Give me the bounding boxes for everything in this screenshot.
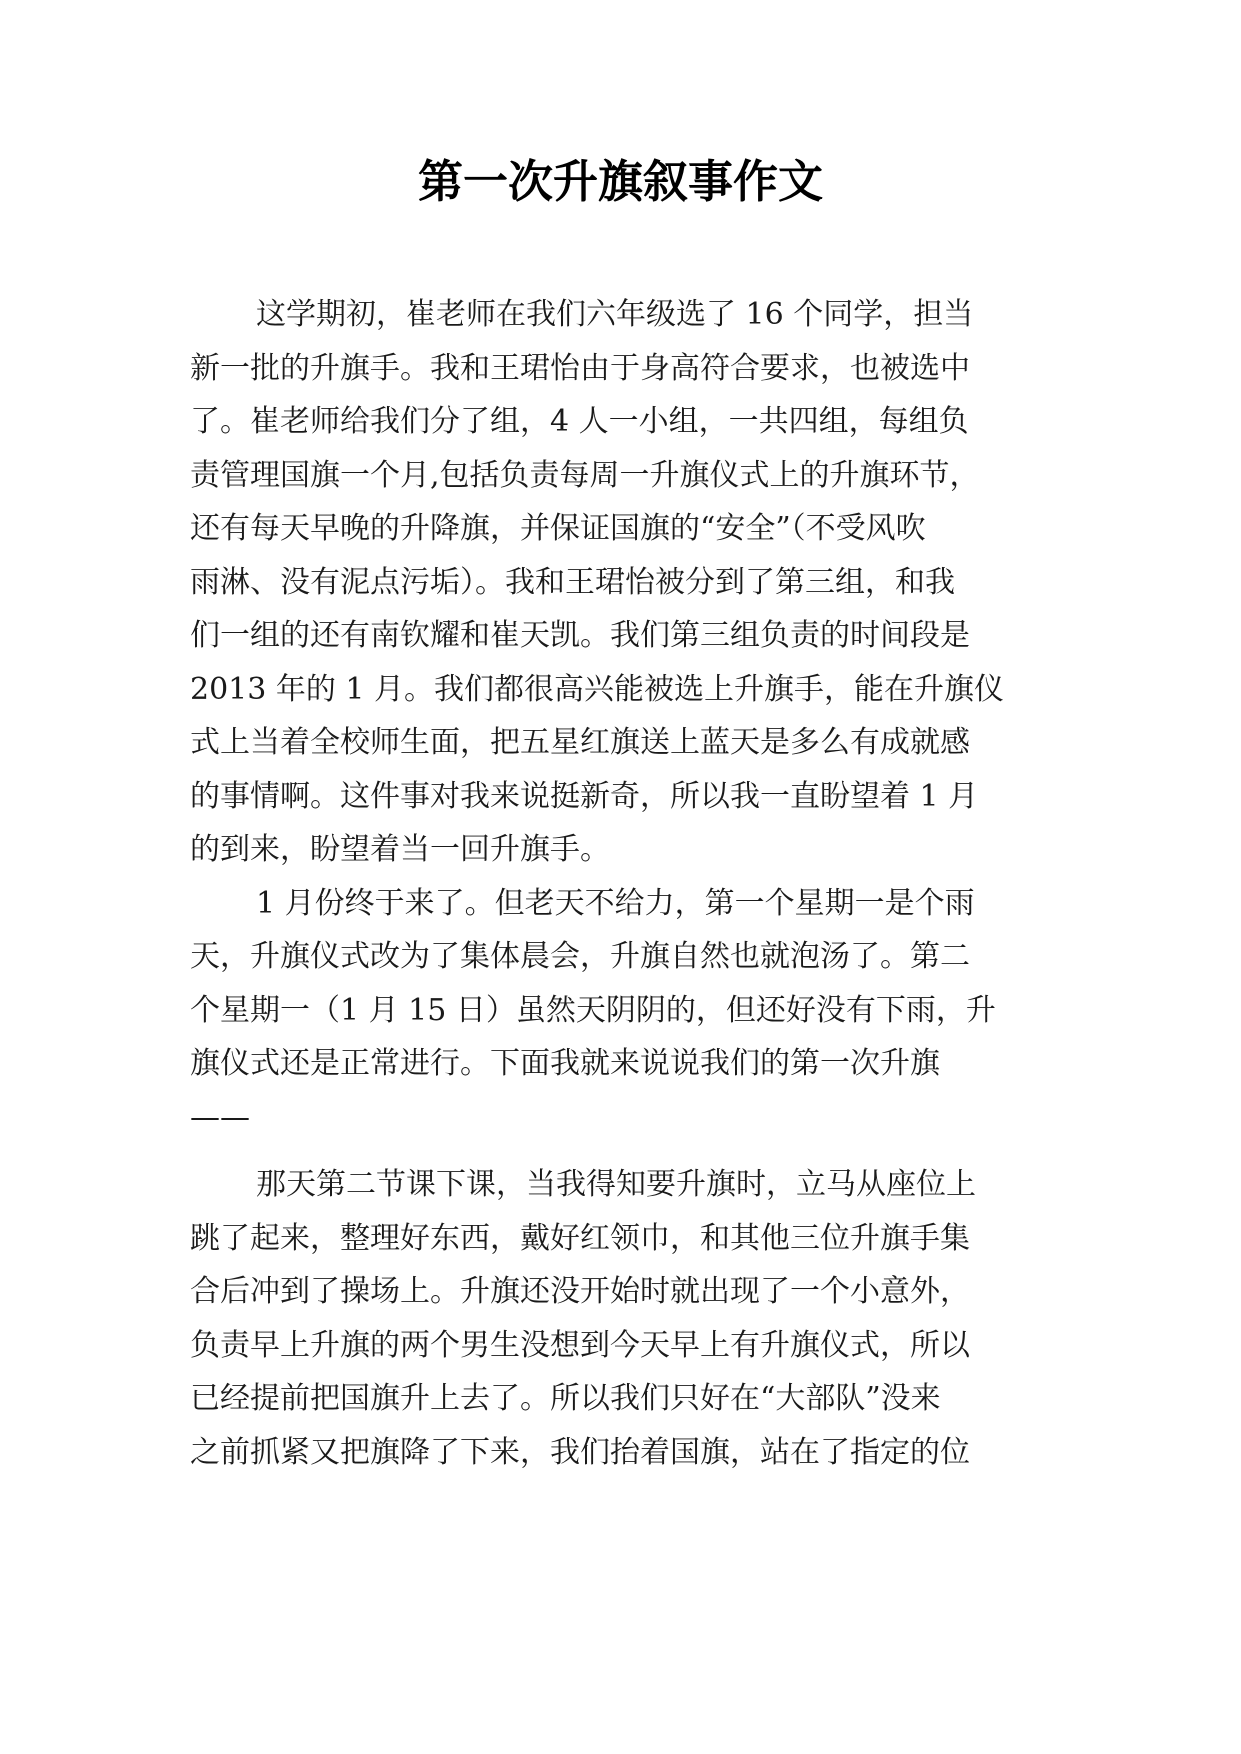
text-line: 责管理国旗一个月,包括负责每周一升旗仪式上的升旗环节， — [190, 457, 980, 493]
text-line: 们一组的还有南钦耀和崔天凯。我们第三组负责的时间段是 — [190, 618, 970, 653]
text-line: 了。崔老师给我们分了组，4 人一小组，一共四组，每组负 — [190, 404, 969, 439]
text-line: 新一批的升旗手。我和王珺怡由于身高符合要求，也被选中 — [190, 350, 970, 386]
text-line: 那天第二节课下课，当我得知要升旗时，立马从座位上 — [256, 1167, 976, 1202]
text-line: 还有每天早晚的升降旗，并保证国旗的“安全”（不受风吹 — [190, 511, 926, 546]
text-line: 式上当着全校师生面，把五星红旗送上蓝天是多么有成就感 — [190, 725, 970, 760]
text-line: 这学期初，崔老师在我们六年级选了 16 个同学，担当 — [256, 297, 974, 332]
document-title: 第一次升旗叙事作文 — [417, 155, 823, 208]
text-line: 天，升旗仪式改为了集体晨会，升旗自然也就泡汤了。第二 — [190, 939, 970, 974]
text-line: 的事情啊。这件事对我来说挺新奇，所以我一直盼望着 1 月 — [190, 778, 979, 814]
text-line: 合后冲到了操场上。升旗还没开始时就出现了一个小意外， — [190, 1274, 970, 1309]
document-body — [190, 288, 1050, 1479]
text-line: 负责早上升旗的两个男生没想到今天早上有升旗仪式，所以 — [190, 1327, 970, 1363]
text-line: 个星期一（1 月 15 日）虽然天阴阴的，但还好没有下雨，升 — [190, 992, 996, 1028]
paragraph-3 — [190, 1158, 1050, 1479]
text-line: 跳了起来，整理好东西，戴好红领巾，和其他三位升旗手集 — [190, 1220, 970, 1256]
text-line: —— — [190, 1099, 250, 1135]
text-line: 的到来，盼望着当一回升旗手。 — [190, 832, 610, 867]
text-line: 1 月份终于来了。但老天不给力，第一个星期一是个雨 — [256, 885, 975, 921]
paragraph-1 — [190, 288, 1050, 877]
text-line: 2013 年的 1 月。我们都很高兴能被选上升旗手，能在升旗仪 — [190, 671, 1005, 707]
text-line: 之前抓紧又把旗降了下来，我们抬着国旗，站在了指定的位 — [190, 1434, 970, 1470]
text-line: 雨淋、没有泥点污垢）。我和王珺怡被分到了第三组，和我 — [190, 564, 955, 600]
text-line: 已经提前把国旗升上去了。所以我们只好在“大部队”没来 — [190, 1381, 941, 1416]
paragraph-2 — [190, 877, 1050, 1145]
paragraph-gap — [190, 1144, 1050, 1158]
text-line: 旗仪式还是正常进行。下面我就来说说我们的第一次升旗 — [190, 1046, 940, 1081]
